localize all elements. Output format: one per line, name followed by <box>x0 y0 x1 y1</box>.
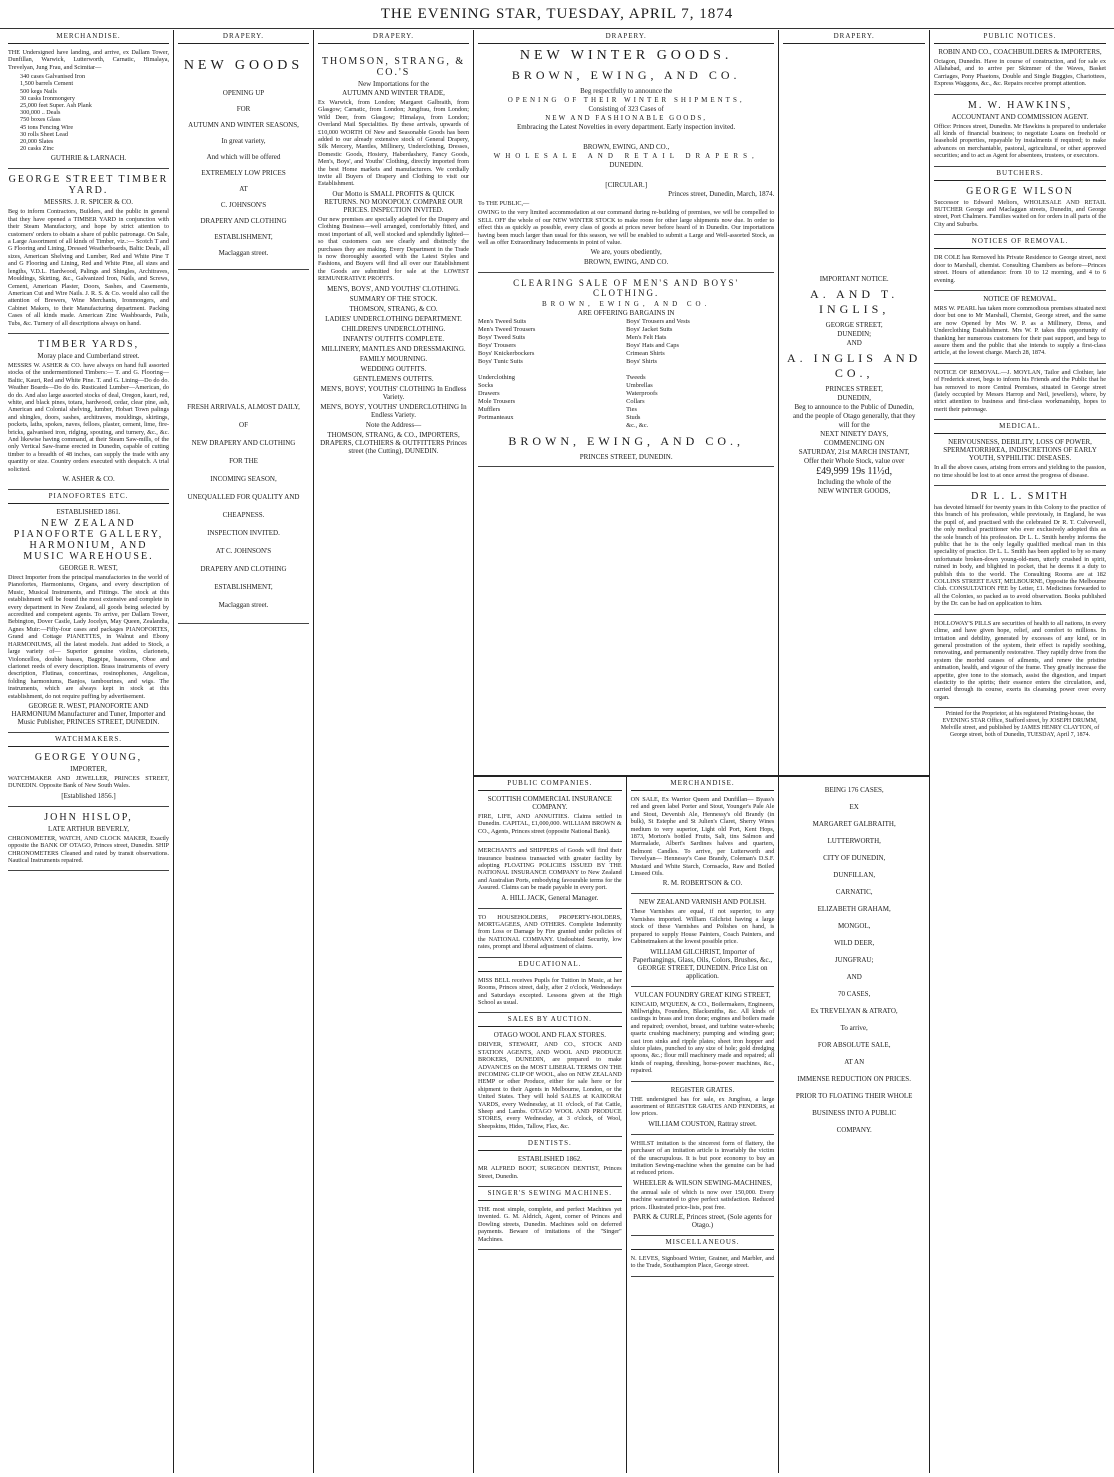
ad-line: UNEQUALLED FOR QUALITY AND <box>187 493 300 501</box>
ad-line: ESTABLISHMENT, <box>214 233 273 241</box>
column-inglis-lower <box>779 777 929 1473</box>
newspaper-title: THE EVENING STAR, TUESDAY, APRIL 7, 1874 <box>380 6 734 22</box>
ad-title: DR L. L. SMITH <box>971 491 1069 502</box>
ad-line: Offer their Whole Stock, value over <box>803 457 905 465</box>
ad-body: WHILST imitation is the sincerest form of flattery, the purchaser of an imitation article is invariably the victim of the unscrupulous. It is but poor economy to buy an imitation Sewing-machine when the genuine can be had at reduced prices. <box>630 1139 775 1177</box>
bargain-list <box>478 318 774 430</box>
ad-line: SATURDAY, 21st MARCH INSTANT, <box>798 448 910 456</box>
ad-title: M. W. HAWKINS, <box>967 99 1073 111</box>
ad-body: Office: Princes street, Dunedin. Mr Hawkins is prepared to undertake all kinds of financial business; to negotiate Loans on freehold or leasehold properties, repayable by instalments if required; to make advances on merchantable, pastoral, agricultural, or other approved securities; and to act as Agent for absentees, trustees, or executors. <box>934 122 1106 160</box>
ad-title: VULCAN FOUNDRY GREAT KING STREET, <box>634 990 771 999</box>
ad-on-sale <box>631 791 775 894</box>
list-item: Socks <box>478 382 494 390</box>
section-title: MEN'S, BOYS', YOUTHS' UNDERCLOTHING In Endless Variety. <box>320 402 467 419</box>
ship-name: JUNGFRAU; <box>834 956 874 964</box>
ad-title: JOHN HISLOP, <box>44 811 133 823</box>
section-heading: DRAPERY. <box>783 30 925 44</box>
ad-dr-cole <box>934 249 1106 291</box>
ad-title: CLEARING SALE OF MEN'S AND BOYS' CLOTHING. <box>513 278 740 299</box>
list-item: Boys' Knickerbockers <box>478 350 535 358</box>
ad-firm: BROWN, EWING, AND CO., <box>508 434 744 449</box>
ad-holloway <box>934 615 1106 708</box>
masthead <box>0 0 1114 29</box>
ad-line: 70 CASES, <box>838 990 871 998</box>
list-item: Boys' Trousers and Vests <box>626 318 690 326</box>
list-item: Waterproofs <box>626 390 658 398</box>
ship-name: CARNATIC, <box>835 888 873 896</box>
ad-firm: A. INGLIS AND CO., <box>786 351 922 380</box>
ad-line: Maclaggan street. <box>218 249 269 257</box>
ad-line: Ex TREVELYAN & ATRATO, <box>810 1007 898 1015</box>
section-title: FAMILY MOURNING. <box>359 354 428 363</box>
ad-body: THE Undersigned have landing, and arrive, ex Dallam Tower, Dunfillan, Warwick, Lutterworth, Carnatic, Himalaya, Trevelyan, Jung Frau, and Scimitar— <box>8 49 169 71</box>
ad-line: AT <box>239 185 248 193</box>
section-heading: SALES BY AUCTION. <box>478 1013 622 1027</box>
ad-body: KINCAID, M'QUEEN, & CO., Boilermakers, Engineers, Millwrights, Founders, Blacksmiths, &c. All kinds of castings in brass and iron done; engines and boilers made and repaired; overshot, breast, and turbine water-wheels; quartz crushing machinery; pumping and winding gear; cast iron sinks and ripple plates; sheet iron hopper and sluice plates, punched to any size of hole; gold dredging spoons, &c.; flour mill machinery made and repaired; all kinds of reaping, threshing, horse-power machines, &c., repaired. <box>630 1000 775 1075</box>
ad-line: Beg to announce to the Public of Dunedin, <box>794 403 914 411</box>
ad-title: GEORGE WILSON <box>966 185 1074 197</box>
ad-signature: PARK & CURLE, Princes street, (Sole agents for Otago.) <box>633 1213 772 1230</box>
ad-subtitle: ACCOUNTANT AND COMMISSION AGENT. <box>951 112 1089 121</box>
ship-name: LUTTERWORTH, <box>827 837 881 845</box>
ad-line: NEW AND FASHIONABLE GOODS, <box>545 114 708 122</box>
ad-line: NEXT NINETY DAYS, <box>820 430 889 438</box>
section-heading: PUBLIC NOTICES. <box>934 30 1106 44</box>
ad-signature: WILLIAM GILCHRIST, Importer of Paperhangings, Glass, Oils, Colors, Brushes, &c., GEORGE STREET, DUNEDIN. Price List on application. <box>632 947 773 980</box>
ad-body: MRS W. PEARL has taken more commodious premises situated next door but one to Mr Marshall, Chemist, George street, and the same are now Opened by Mrs W. P. as a Millinery, Dress, and Underclothing Establishment. Mrs W. P. takes this opportunity of thanking her numerous customers for their past support, and begs to assure them and the public that she intends to supply a first-class article, at the lowest charge. March 28, 1874. <box>934 304 1106 357</box>
ad-dentist <box>478 1151 622 1187</box>
ad-vulcan-foundry <box>631 987 775 1082</box>
ad-firm: BROWN, EWING, AND CO. <box>511 68 741 82</box>
center-block <box>474 30 930 1473</box>
list-item: Boys' Jacket Suits <box>626 326 673 334</box>
ad-george-wilson <box>934 181 1106 236</box>
ad-line: EX <box>849 803 859 811</box>
ad-clothing: MEN'S, BOYS', AND YOUTHS' CLOTHING. <box>327 284 460 293</box>
ad-title: NOTICE OF REMOVAL. <box>983 294 1057 303</box>
ad-guthrie-larnach <box>8 44 169 169</box>
ad-body: Successor to Edward Meliors, WHOLESALE AND RETAIL BUTCHER George and Maclaggan streets, Dunedin, and George street, Port Chalmers. Families waited on for orders in all parts of the City and Suburbs. <box>934 198 1106 228</box>
ad-signature: R. M. ROBERTSON & CO. <box>662 879 743 888</box>
ad-line: FOR <box>236 105 251 113</box>
ad-body: MR ALFRED BOOT, SURGEON DENTIST, Princes Street, Dunedin. <box>478 1165 622 1180</box>
ad-varnish <box>631 894 775 986</box>
ad-line: AND <box>846 339 862 347</box>
ad-signature: W. ASHER & CO. <box>62 475 115 484</box>
column-drapery-thomson <box>314 30 474 1473</box>
ad-body: DRIVER, STEWART, AND CO., STOCK AND STATION AGENTS, AND WOOL AND PRODUCE BROKERS, DUNEDIN, are prepared to make ADVANCES on the MOST LIBERAL TERMS ON THE INCOMING CLIP OF WOOL, also on NEW ZEALAND HEMP or other Produce, either for sale here or for shipment to their Agents in Melbourne, London, or the United States. They will hold SALES at KAIKORAI YARDS, every Wednesday, at 11 o'clock, of Fat Cattle, Sheep and Lambs. OTAGO WOOL AND PRODUCE STORES, every Wednesday, at 3 o'clock, of Wool, Sheepskins, Hides, Tallow, Flax, &c. <box>478 1041 622 1130</box>
ad-line: PRIOR TO FLOATING THEIR WHOLE <box>795 1092 913 1100</box>
section-title: LADIES' UNDERCLOTHING DEPARTMENT. <box>325 314 462 323</box>
ad-title: GEORGE YOUNG, <box>34 751 143 763</box>
column-merchandise-lower <box>627 777 780 1473</box>
list-item: 750 boxes Glass <box>20 116 61 124</box>
list-item: 300,000 .. Deals <box>20 109 61 117</box>
list-item: Tweeds <box>626 374 646 382</box>
ad-note: Note the Address— <box>365 420 422 429</box>
ad-line: FOR ABSOLUTE SALE, <box>817 1041 891 1049</box>
section-heading: MISCELLANEOUS. <box>631 1236 775 1250</box>
ad-line: ESTABLISHMENT, <box>214 583 273 591</box>
circular-tag: [CIRCULAR.] <box>605 181 648 189</box>
ad-asher-timber <box>8 334 169 490</box>
ad-line: DRAPERY AND CLOTHING <box>200 217 287 225</box>
ad-line: Beg respectfully to announce the <box>580 87 673 95</box>
ad-body: These Varnishes are equal, if not superior, to any Varnishes imported. William Gilchrist having a large stock of these Varnishes and Polishes on hand, is prepared to supply House Painters, Coach Painters, and Cabinetmakers at the lowest possible price. <box>630 908 775 946</box>
list-item: Boys' Tweed Suits <box>478 334 526 342</box>
ad-line: IMMENSE REDUCTION ON PRICES. <box>797 1075 911 1083</box>
ad-hawkins <box>934 95 1106 167</box>
ad-clearing-sale <box>478 273 774 467</box>
column-public-notices <box>930 30 1110 1473</box>
ad-line: and the people of Otago generally, that they <box>792 412 916 420</box>
section-title: MILLINERY, MANTLES AND DRESSMAKING. <box>321 344 466 353</box>
ad-body: NOTICE OF REMOVAL.—J. MOYLAN, Tailor and Clothier, late of Frederick street, begs to inform his Friends and the Public that he has removed to more Central Premises, situated in George street (lately occupied by Messrs Harrop and Neil, jewellers), where, by strict attention to business and first-class workmanship, hopes to merit their patronage. <box>934 368 1106 413</box>
ad-miss-bell <box>478 972 622 1014</box>
circular-to: To THE PUBLIC,— <box>478 200 530 207</box>
ad-robin-coachbuilders <box>934 44 1106 95</box>
ad-title: NERVOUSNESS, DEBILITY, LOSS OF POWER, SPERMATORRHŒA, INDISCRETIONS OF EARLY YOUTH, SYPHILITIC DISEASES. <box>943 438 1097 463</box>
ad-line: AT C. JOHNSON'S <box>215 547 272 555</box>
ad-householders <box>478 909 622 958</box>
ad-line: DUNEDIN; <box>837 330 872 338</box>
ship-name: MONGOL, <box>837 922 871 930</box>
ad-line: OF <box>239 421 248 429</box>
list-item: Studs <box>626 414 641 422</box>
ad-body: N. LEVES, Signboard Writer, Grainer, and Marbler, and to the Trade, Southampton Place, George street. <box>630 1255 775 1270</box>
ad-signature: THOMSON, STRANG, & CO. <box>349 304 438 313</box>
ad-otago-wool <box>478 1027 622 1137</box>
ad-title: SCOTTISH COMMERCIAL INSURANCE COMPANY. <box>487 795 612 811</box>
ad-line: EXTREMELY LOW PRICES <box>201 169 286 177</box>
list-item: Mufflers <box>478 406 501 414</box>
ad-line: DRAPERY AND CLOTHING <box>200 565 287 573</box>
ad-signature: [Established 1856.] <box>61 791 116 800</box>
ad-johnson-autumn <box>178 78 309 270</box>
ad-register-grates <box>631 1082 775 1135</box>
section-heading: PIANOFORTES ETC. <box>8 490 169 504</box>
section-heading: BUTCHERS. <box>934 167 1106 181</box>
list-item: Collars <box>626 398 645 406</box>
ad-body: Ex Warwick, from London; Margaret Galbraith, from Glasgow; Carnatic, from London; Jungfrau, from London; Wild Deer, from Glasgow; Himalaya, from London; Overland Mail Specialities. By these arrivals, upwards of £10,000 WORTH Of New and Seasonable Goods has been added to our already extensive stock of General Drapery, Silk Mercery, Mantles, Millinery, Underclothing, Dresses, Domestic Goods, Hosiery, Haberdashery, Fancy Goods, Men's, Boys', and Youths' Clothing, directly imported from the best Home markets and manufacturers. We cordially invite all Buyers of Drapery and Clothing to visit our Establishment. <box>318 99 469 188</box>
page-columns <box>4 30 1110 1473</box>
ad-body: has devoted himself for twenty years in this Colony to the practice of this branch of his profession, while previously, in England, he was the pupil of, and practised with the celebrated Dr R. T. Culverwell, the only medical practitioner who ever exclusively adopted this as the sole branch of his profession. Dr L. L. Smith hereby informs the public that he is the only legally qualified medical man in this speciality of practice. Dr L. L. Smith has been applied to by so many unfortunate broken-down young-old-men, utterly crushed in spirit, ruined in body, and blighted in pocket, that he deems it a duty to publish this to the world. The Consulting Rooms are at 182 COLLINS STREET EAST, MELBOURNE, Opposite the Melbourne Club. CONSULTATION FEE by Letter, £1. Medicines forwarded to all the Colonies, so packed as to avoid observation. Books published by the Dr. can be had on application to him. <box>934 504 1106 608</box>
column-drapery-inglis <box>779 30 929 775</box>
ad-body: MESSRS W. ASHER & CO. have always on hand full assorted stocks of the undermentioned Timbers:— T. and G. Flooring—Baltic, Kauri, Red and White Pine. T. and G. Lining—Do do do. Weather Boards—Do do do. Rusticated Lumber—American, do do do. And also large assorted stocks of deal, Oregon, kauri, red, white, and black pines, totara, hardwood, cedar, clear pine, ash, American and Colonial shelving, lumber, Hobart Town palings and shingles, doors, sashes, architraves, mouldings, skirtings, pockets, laths, spokes, naves, felloes, plaster, cement, lime, fire-bricks, galvanised iron, ridging, spouting, and turnery, &c., &c. And likewise having command, at their Steam Saw-mills, of the only Vertical Saw-frame erected in Dunedin, capable of cutting timber to a breadth of 48 inches, can supply the trade with any quantity or size. Country orders executed with despatch. A trial solicited. <box>8 361 169 473</box>
section-heading: MERCHANDISE. <box>8 30 169 44</box>
ad-title: NEW GOODS <box>183 58 304 73</box>
ad-firm: BROWN, EWING, AND CO. <box>541 300 711 309</box>
ad-subtitle: ARE OFFERING BARGAINS IN <box>577 309 675 318</box>
list-item: 20,000 Slates <box>20 138 54 146</box>
ad-title: TIMBER YARDS, <box>37 338 140 350</box>
list-item: Men's Felt Hats <box>626 334 667 342</box>
item-list <box>20 73 169 152</box>
list-item: Ties <box>626 406 637 414</box>
ad-body: DR COLE has Removed his Private Residence to George street, next door to Marshall, chemist. Consulting Chambers as before—Princes street. Hours of attendance: from 10 to 12 morning, and 4 to 6 evening. <box>934 254 1106 284</box>
list-item: 25,000 feet Super. Ash Plank <box>20 102 92 110</box>
ad-body: WATCHMAKER AND JEWELLER, PRINCES STREET, DUNEDIN. Opposite Bank of New South Wales. <box>8 774 169 790</box>
ad-firm: A. AND T. INGLIS, <box>810 287 899 316</box>
ad-line: To arrive, <box>840 1024 868 1032</box>
list-item: Mole Trousers <box>478 398 516 406</box>
section-heading: DRAPERY. <box>178 30 309 44</box>
section-title: WEDDING OUTFITS. <box>360 364 427 373</box>
ad-body: THE undersigned has for sale, ex Jungfrau, a large assortment of REGISTER GRATES AND FENDERS, at low prices. <box>630 1095 775 1118</box>
ship-name: MARGARET GALBRAITH, <box>812 820 896 828</box>
ad-line: COMPANY. <box>836 1126 872 1134</box>
list-item: Drawers <box>478 390 500 398</box>
ad-body: Octagon, Dunedin. Have in course of construction, and for sale ex Allahabad, and to arrive per Skimmer of the Waves, Basket Carriages, Pony Phaetons, Double and Single Buggies, Chariottees, Express Waggons, &c., &c. Repairs receive prompt attention. <box>934 58 1106 88</box>
ad-line: FOR THE <box>229 457 258 465</box>
ad-line: will for the <box>838 421 870 429</box>
section-heading: DRAPERY. <box>318 30 469 44</box>
list-item: Boys' Tunic Suits <box>478 358 523 366</box>
column-drapery-brown-ewing <box>474 30 779 775</box>
list-item: Boys' Trousers <box>478 342 516 350</box>
ad-line: FRESH ARRIVALS, ALMOST DAILY, <box>187 403 300 411</box>
circular-body: OWING to the very limited accommodation at our command during re-building of premises, we will be compelled to SELL OFF the whole of our NEW WINTER STOCK to make room for other large shipments now due. In order to effect this as quickly as possible, every class of goods at prices never before heard of in Dunedin. Our importations having been much larger than usual for this season, we will be enabled to submit a Large and Well-assorted Stock, as well as offer Extraordinary Inducements in point of value. <box>478 209 775 247</box>
ad-subtitle: IMPORTER, <box>70 764 107 773</box>
ad-george-young <box>8 747 169 807</box>
ad-signature: GEORGE R. WEST, PIANOFORTE AND HARMONIUM Manufacturer and Tuner, Importer and Music Publisher, PRINCES STREET, DUNEDIN. <box>11 701 166 726</box>
ad-body: HOLLOWAY'S PILLS are securities of health to all nations, in every clime, and have given hope, relief, and comfort to millions. In irritation and debility, generated by excesses of any kind, or in general prostration of the system, their effect is rapidly soothing, renovating, and permanently restorative. They rapidly drive from the system the morbid causes of ailments, and renew the pristine animation, health, and vigour of the frame. They greatly increase the appetite, give tone to the stomach, assist the digestion, and impart elasticity to the spirits; their essence enters the circulation, and, carried through its course, exerts its cleansing power over every organ. <box>934 619 1106 701</box>
ad-scottish-insurance <box>478 791 622 842</box>
ad-signature: WILLIAM COUSTON, Rattray street. <box>648 1119 757 1128</box>
section-heading: SINGER'S SEWING MACHINES. <box>478 1187 622 1201</box>
ad-subtitle: ESTABLISHED 1862. <box>517 1155 582 1164</box>
ad-wheeler-wilson <box>631 1135 775 1236</box>
ad-line: And which will be offered <box>206 153 281 161</box>
ad-subtitle: MESSRS. J. R. SPICER & CO. <box>44 198 133 207</box>
ship-name: ELIZABETH GRAHAM, <box>817 905 891 913</box>
ad-john-hislop <box>8 807 169 872</box>
section-heading: DRAPERY. <box>478 30 774 44</box>
ad-nervousness <box>934 434 1106 486</box>
ship-name: WILD DEER, <box>834 939 875 947</box>
ad-subtitle: ESTABLISHED 1861. <box>56 508 121 517</box>
ad-line: NEW DRAPERY AND CLOTHING <box>191 439 296 447</box>
ad-body: Our new premises are specially adapted for the Drapery and Clothing Business—well arranged, comfortably fitted, and most important of all, well stocked and splendidly lighted—so that customers can see clearly and distinctly the purchases they are making. Every Department in the Trade is now thoroughly assorted with the Latest Styles and Fashions, and Buyers will find all over our Establishment the Goods are submitted for sale at the LOWEST REMUNERATIVE PROFITS. <box>318 215 469 283</box>
ad-line: GEORGE STREET, <box>825 321 883 329</box>
ad-season: AUTUMN AND WINTER TRADE, <box>342 89 445 97</box>
ad-name: GEORGE R. WEST, <box>59 564 118 573</box>
section-title: INFANTS' OUTFITS COMPLETE. <box>342 334 445 343</box>
ad-line: PRINCES STREET, <box>825 385 883 393</box>
ad-address: THOMSON, STRANG, & CO., IMPORTERS, DRAPERS, CLOTHIERS & OUTFITTERS Princes street (the Cutting), DUNEDIN. <box>320 430 467 455</box>
ad-line: CHEAPNESS. <box>222 511 265 519</box>
ad-leves <box>631 1250 775 1277</box>
ad-line: BEING 176 CASES, <box>824 786 884 794</box>
ad-body: TO HOUSEHOLDERS, PROPERTY-HOLDERS, MORTGAGEES, AND OTHERS. Complete Indemnity from Loss or Damage by Fire granted under policies of the NATIONAL COMPANY. Undoubted Security, low rates, prompt and liberal adjustment of claims. <box>478 913 622 951</box>
ad-line: Consisting of 323 Cases of <box>588 105 664 113</box>
ad-line: AUTUMN AND WINTER SEASONS, <box>188 121 299 129</box>
ad-johnson-fresh <box>178 390 309 624</box>
ad-line: In great variety, <box>221 137 266 145</box>
ad-line: Maclaggan street. <box>218 601 269 609</box>
ad-line: BUSINESS INTO A PUBLIC <box>812 1109 897 1117</box>
ad-motto: Our Motto is SMALL PROFITS & QUICK RETURNS. NO MONOPOLY. COMPARE OUR PRICES. INSPECTION INVITED. <box>324 189 463 214</box>
circular-close: We are, yours obediently, <box>590 248 662 257</box>
column-merchandise <box>4 30 174 1473</box>
section-heading: WATCHMAKERS. <box>8 733 169 747</box>
ad-line: DUNEDIN. <box>609 161 643 169</box>
ad-title: NEW ZEALAND PIANOFORTE GALLERY, HARMONIUM, AND MUSIC WAREHOUSE. <box>13 518 164 563</box>
ad-body: ON SALE, Ex Warrior Queen and Dunfillan— Byass's red and green label Porter and Stout, Younger's Pale Ale and Stout, Devenish Ale, Hennessy's old Brandy (in bulk), St Estephe and St Julien's Claret, Sherry Wines medium to very superior, Light old Port, Kent Hops, 1873, Morton's bottled Fruits, Salt, tins Salmon and Marmalade, Albert's Sardines halves and quarters, Belmont Candles. To arrive, per Lutterworth and Trevelyan— Hennessy's Case Brandy, Coleman's D.S.F. Mustard and White Starch, Cornsacks, Raw and Boiled Linseed Oils. <box>630 796 775 878</box>
ad-subtitle: LATE ARTHUR BEVERLY, <box>47 824 129 833</box>
ad-title: REGISTER GRATES. <box>670 1085 735 1094</box>
circular-date: Princes street, Dunedin, March, 1874. <box>668 190 775 198</box>
ad-body: the annual sale of which is now over 150,000. Every machine warranted to give perfect satisfaction. Reduced prices. Illustrated price-lists, post free. <box>630 1188 775 1211</box>
ad-dr-smith <box>934 486 1106 615</box>
ad-address: PRINCES STREET, DUNEDIN. <box>579 453 673 462</box>
ad-line: AT AN <box>844 1058 865 1066</box>
ad-title: GEORGE STREET TIMBER YARD. <box>8 174 169 197</box>
ship-name: CITY OF DUNEDIN, <box>823 854 886 862</box>
list-item: Umbrellas <box>626 382 653 390</box>
section-heading: MEDICAL. <box>934 420 1106 434</box>
section-heading: EDUCATIONAL. <box>478 958 622 972</box>
ad-subtitle: New Importations for the <box>358 80 429 88</box>
ad-moylan <box>934 364 1106 420</box>
notice-title: IMPORTANT NOTICE. <box>819 275 889 283</box>
ad-title: NEW WINTER GOODS. <box>519 48 733 63</box>
column-drapery-johnson <box>174 30 314 1473</box>
list-item: 1,500 barrels Cement <box>20 80 74 88</box>
ad-mrs-pearl <box>934 291 1106 364</box>
circular-signature: BROWN, EWING, AND CO. <box>583 258 669 267</box>
ad-title: NEW ZEALAND VARNISH AND POLISH. <box>639 898 766 907</box>
ad-west-pianoforte <box>8 504 169 733</box>
section-heading: PUBLIC COMPANIES. <box>478 777 622 791</box>
ad-national-insurance <box>478 842 622 908</box>
list-item: Boys' Hats and Caps <box>626 342 679 350</box>
ad-body: THE most simple, complete, and perfect Machines yet invented. G. M. Aldrich, Agent, corner of Princes and Dowling streets, Dunedin. Machines sold on deferred payments. Beware of imitations of the "Singer" Machines. <box>478 1206 622 1243</box>
ad-line: NEW WINTER GOODS, <box>818 487 891 495</box>
list-item: Men's Tweed Trousers <box>478 326 536 334</box>
ad-title: WHEELER & WILSON SEWING-MACHINES, <box>632 1178 773 1187</box>
column-public-companies <box>474 777 627 1473</box>
list-item: Men's Tweed Suits <box>478 318 527 326</box>
ad-circular <box>478 177 774 273</box>
ad-line: DUNEDIN, <box>837 394 871 402</box>
ad-body: In all the above cases, arising from errors and yielding to the passion, no time should be lost to at once arrest the progress of disease. <box>934 464 1106 479</box>
section-heading: DENTISTS. <box>478 1137 622 1151</box>
list-item: 500 kegs Nails <box>20 87 57 95</box>
ship-name: DUNFILLAN, <box>833 871 876 879</box>
list-item: Portmanteaux <box>478 414 514 422</box>
list-item: 45 tons Fencing Wire <box>20 123 74 131</box>
ad-line: OPENING UP <box>222 89 265 97</box>
section-title: GENTLEMEN'S OUTFITS. <box>353 374 434 383</box>
ad-signature: GUTHRIE & LARNACH. <box>50 154 127 163</box>
ad-spicer-timber <box>8 169 169 334</box>
list-item: Underclothing <box>478 374 515 382</box>
ad-line: Embracing the Latest Novelties in every department. Early inspection invited. <box>517 123 736 131</box>
section-title: SUMMARY OF THE STOCK. <box>349 294 438 303</box>
ad-line: WHOLESALE AND RETAIL DRAPERS, <box>493 152 759 160</box>
section-title: CHILDREN'S UNDERCLOTHING. <box>341 324 446 333</box>
section-heading: MERCHANDISE. <box>631 777 775 791</box>
ad-line: C. JOHNSON'S <box>220 201 267 209</box>
ad-line: COMMENCING ON <box>823 439 885 447</box>
ad-line: BROWN, EWING, AND CO., <box>583 143 670 151</box>
ad-line: INSPECTION INVITED. <box>207 529 280 537</box>
section-title: MEN'S, BOYS', YOUTHS' CLOTHING In Endless Variety. <box>320 384 467 401</box>
printer-imprint: Printed for the Proprietor, at his registered Printing-house, the EVENING STAR Office, Stafford street, by JOSEPH DRUMM, Melville street, and published by JAMES HENRY CLAYTON, of George street, both of Dunedin, TUESDAY, April 7, 1874. <box>940 711 1100 739</box>
ad-singer <box>478 1201 622 1250</box>
list-item: &c., &c. <box>626 422 649 430</box>
ad-line: INCOMING SEASON, <box>210 475 277 483</box>
list-item: 340 cases Galvanised Iron <box>20 73 86 81</box>
ad-body: Beg to inform Contractors, Builders, and the public in general that they have opened a TIMBER YARD in conjunction with their Steam Manufactory, and hope by strict attention to customers' orders to obtain a share of public patronage. On Sale, a Large Assortment of all kinds of Timber, viz.:— Scotch T and G Flooring and Lining, Dressed Weatherboards, Baltic Deals, all sizes, American Shelving and Lumber, Red and White Pine T and G Flooring and Lining, Red and White Pine, all sizes and lengths, V.D.L. Hardwood, Palings and Shingles, Architraves, Mouldings, Skirting, &c., Galvanized Iron, Nails, and Screws, Cement, American Plaster, Doors, Sashes, and Casements, American Cut and Wire Nails. J. R. S. & Co. would also call the attention of Brewers, Wine Merchants, Ironmongers, and Cabinet Makers, to their Manufacturing department. Packing Cases of all kinds made. American Zinc Washboards, Pails, Tubs, &c. Turnery of all descriptions always on hand. <box>8 208 169 327</box>
ad-body: FIRE, LIFE, AND ANNUITIES. Claims settled in Dunedin. CAPITAL, £1,000,000. WILLIAM BROWN & CO., Agents, Princes street (opposite National Bank). <box>478 813 622 835</box>
ad-body: Direct Importer from the principal manufactories in the world of Pianofortes, Harmoniums, Organs, and every description of Music, Musical Instruments, and Fittings. The stock at this establishment will be found the most extensive and complete in every department in New Zealand, all goods being selected by accredited and competent agents. To arrive, per Dallam Tower, Bebington, Dover Castle, Lady Jocelyn, May Queen, Zealandia, Agnes Muir:—Fifty-four cases and packages PIANOFORTES, Grand and Cottage PIANETTES, in Walnut and Ebony HARMONIUMS, all the latest models. Just added to Stock, a large variety of— Superior genuine violins, clarionets, Violoncellos, double basses, Bagpipe, bassoons, Oboe and clarionet reeds of every description. Brass instruments of every description, Flutinas, concertinas, rosinophones, Angelicas, folding harmoniums, Banjos, tambourines, and wigs. The instruments, which are always kept in stock at this establishment, do not require puffing by advertisement. <box>8 574 169 700</box>
bargain-list-right <box>626 318 774 430</box>
bargain-list-left <box>478 318 626 430</box>
ad-body: CHRONOMETER, WATCH, AND CLOCK MAKER, Exactly opposite the BANK OF OTAGO, Princes street, Dunedin. SHIP CHRONOMETERS Cleaned and rated by transit observations. Nautical Instruments repaired. <box>8 834 169 864</box>
list-item: 30 casks Ironmongery <box>20 94 75 102</box>
ad-line: AND <box>846 973 862 981</box>
ad-line: OPENING OF THEIR WINTER SHIPMENTS, <box>507 96 745 104</box>
ad-body: MISS BELL receives Pupils for Tuition in Music, at her Rooms, Princes street, daily, after 2 o'clock, Wednesdays and Saturdays excepted. Lessons given at the High School as usual. <box>478 976 622 1006</box>
ad-title: ROBIN AND CO., COACHBUILDERS & IMPORTERS, <box>938 48 1102 56</box>
ad-amount: £49,999 19s 11½d, <box>816 466 893 477</box>
list-item: 20 casks Zinc <box>20 145 55 153</box>
list-item: Crimean Shirts <box>626 350 665 358</box>
ad-signature: A. HILL JACK, General Manager. <box>501 893 599 902</box>
list-item: 30 rolls Sheet Lead <box>20 130 68 138</box>
ad-body: MERCHANTS and SHIPPERS of Goods will find their insurance business transacted with greater facility by adopting FLOATING POLICIES ISSUED BY THE NATIONAL INSURANCE COMPANY to New Zealand and Australian Ports, embodying favourable terms for the Assured. Claims can be made payable in every port. <box>478 847 622 892</box>
ad-subtitle: Moray place and Cumberland street. <box>37 351 140 360</box>
ad-title: OTAGO WOOL AND FLAX STORES. <box>493 1031 606 1040</box>
section-heading: NOTICES OF REMOVAL. <box>934 235 1106 249</box>
list-item: Boys' Shirts <box>626 358 657 366</box>
ad-line: Including the whole of the <box>817 478 892 486</box>
ad-title: THOMSON, STRANG, & CO.'S <box>321 56 466 78</box>
